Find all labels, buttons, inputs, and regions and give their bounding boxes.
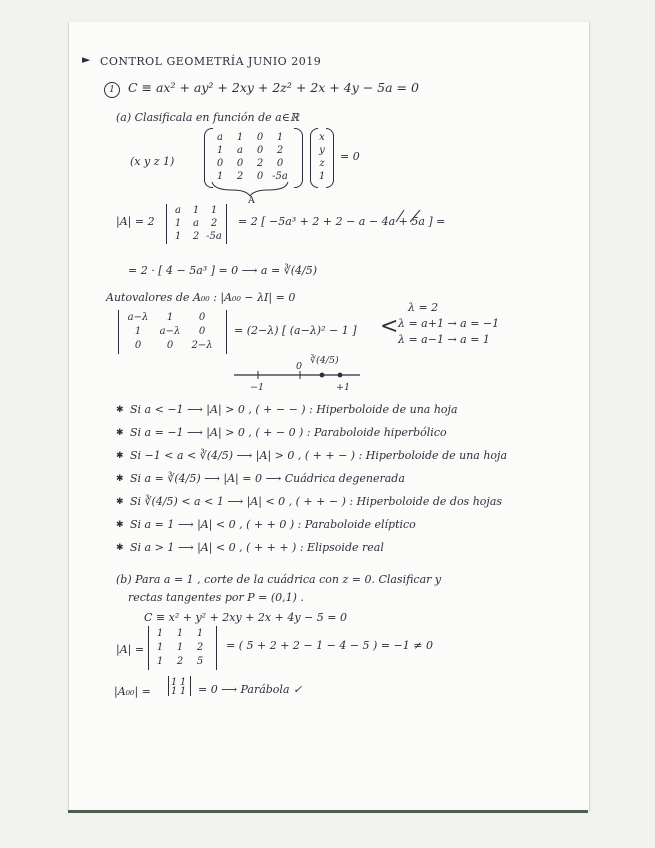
part-a-heading: (a) Clasificala en función de a∈ℝ (116, 111, 300, 124)
a00-right-bar (190, 676, 191, 696)
matrix-entry: 2 (176, 656, 184, 667)
part-b-det-right-bar (216, 626, 217, 670)
matrix-entry: 0 (236, 158, 244, 169)
matrix-entry: 1 (216, 171, 224, 182)
case-line: Si a > 1 ⟶ |A| < 0 , ( + + + ) : Elipsoide real (130, 541, 384, 554)
matrix-entry: 1 (134, 326, 142, 337)
equals-zero: = 0 (340, 150, 360, 163)
matrix-entry: 2 (192, 231, 200, 242)
matrix-entry: 1 (174, 218, 182, 229)
a00-label: |A₀₀| = (114, 685, 151, 698)
matrix-entry: 0 (256, 171, 264, 182)
case-line: Si a = 1 ⟶ |A| < 0 , ( + + 0 ) : Paraboloide elíptico (130, 518, 416, 531)
number-line-cbrt: ∛(4/5) (310, 355, 339, 366)
row-vector: (x y z 1) (130, 155, 175, 168)
matrix-entry: 1 (179, 677, 187, 688)
part-b-heading-line-2: rectas tangentes por P = (0,1) . (128, 591, 304, 604)
matrix-entry: 1 (156, 656, 164, 667)
matrix-entry: 2 (276, 145, 284, 156)
matrix-entry: 1 (318, 171, 326, 182)
matrix-entry: y (319, 145, 325, 156)
matrix-entry: a (217, 132, 223, 143)
matrix-entry: 0 (216, 158, 224, 169)
matrix-entry: 2 (196, 642, 204, 653)
number-line-neg-one: −1 (250, 382, 265, 393)
det-expansion: = 2 [ −5a³ + 2 + 2 − a − 4a + 5a ] = (238, 215, 446, 228)
eigen-heading: Autovalores de A₀₀ : |A₀₀ − λI| = 0 (106, 291, 296, 304)
matrix-entry: 0 (166, 340, 174, 351)
matrix-entry: 1 (166, 312, 174, 323)
matrix-entry: 0 (198, 326, 206, 337)
quadric-equation: C ≡ ax² + ay² + 2xy + 2z² + 2x + 4y − 5a = 0 (128, 80, 419, 95)
matrix-entry: 1 (176, 628, 184, 639)
matrix-entry: x (319, 132, 325, 143)
case-line: Si a = ∛(4/5) ⟶ |A| = 0 ⟶ Cuádrica degenerada (130, 472, 405, 485)
part-b-det-label: |A| = (116, 643, 145, 656)
part-b-equation: C ≡ x² + y² + 2xy + 2x + 4y − 5 = 0 (144, 611, 347, 624)
problem-number: 1 (104, 82, 120, 98)
arrow-bullet-icon: ► (82, 53, 91, 66)
matrix-entry: z (319, 158, 325, 169)
det-result: = 2 · [ 4 − 5a³ ] = 0 ⟶ a = ∛(4/5) (128, 264, 317, 277)
det-label: |A| = 2 (116, 215, 155, 228)
matrix-entry: -5a (206, 231, 222, 242)
matrix-entry: a (237, 145, 243, 156)
matrix-entry: 2 (256, 158, 264, 169)
matrix-entry: 0 (256, 145, 264, 156)
part-b-det-result: = ( 5 + 2 + 2 − 1 − 4 − 5 ) = −1 ≠ 0 (226, 639, 433, 652)
matrix-entry: 2 (210, 218, 218, 229)
matrix-entry: 1 (176, 642, 184, 653)
matrix-entry: 1 (276, 132, 284, 143)
a00-result: = 0 ⟶ Parábola ✓ (198, 683, 303, 696)
matrix-entry: 1 (179, 686, 187, 697)
matrix-entry: 0 (256, 132, 264, 143)
matrix-entry: 5 (196, 656, 204, 667)
matrix-entry: a−λ (127, 312, 149, 323)
matrix-entry: 1 (192, 205, 200, 216)
matrix-entry: a (175, 205, 181, 216)
case-line: Si −1 < a < ∛(4/5) ⟶ |A| > 0 , ( + + − ) : Hiperboloide de una hoja (130, 449, 508, 462)
case-bullet-icon: ✱ (116, 543, 124, 553)
case-bullet-icon: ✱ (116, 474, 124, 484)
matrix-label: A (248, 195, 255, 206)
case-bullet-icon: ✱ (116, 520, 124, 530)
matrix-entry: a−λ (159, 326, 181, 337)
part-b-heading-line-1: (b) Para a = 1 , corte de la cuádrica con z = 0. Clasificar y (116, 573, 442, 586)
matrix-entry: 0 (198, 312, 206, 323)
matrix-entry: 2 (236, 171, 244, 182)
matrix-entry: a (193, 218, 199, 229)
eigenvalue-1: λ = 2 (408, 301, 439, 314)
matrix-entry: 1 (210, 205, 218, 216)
eigenvalue-3: λ = a−1 → a = 1 (398, 333, 490, 346)
case-line: Si a < −1 ⟶ |A| > 0 , ( + − − ) : Hiperboloide de una hoja (130, 403, 458, 416)
matrix-entry: 0 (276, 158, 284, 169)
matrix-entry: 1 (170, 677, 178, 688)
matrix-entry: 2−λ (191, 340, 213, 351)
case-line: Si ∛(4/5) < a < 1 ⟶ |A| < 0 , ( + + − ) : Hiperboloide de dos hojas (130, 495, 503, 508)
number-line-pos-one: +1 (336, 382, 351, 393)
matrix-entry: 1 (216, 145, 224, 156)
matrix-entry: 0 (134, 340, 142, 351)
matrix-entry: 1 (236, 132, 244, 143)
eigenvalue-2: λ = a+1 → a = −1 (398, 317, 500, 330)
brace-symbol: < (380, 314, 399, 339)
page-title: CONTROL GEOMETRÍA JUNIO 2019 (100, 55, 322, 68)
eigen-expansion: = (2−λ) [ (a−λ)² − 1 ] (234, 324, 357, 337)
part-b-det-left-bar (148, 626, 149, 670)
matrix-entry: -5a (272, 171, 288, 182)
matrix-entry: 1 (170, 686, 178, 697)
number-line-zero: 0 (296, 361, 303, 372)
matrix-entry: 1 (156, 642, 164, 653)
case-bullet-icon: ✱ (116, 497, 124, 507)
matrix-entry: 1 (196, 628, 204, 639)
case-bullet-icon: ✱ (116, 451, 124, 461)
case-bullet-icon: ✱ (116, 405, 124, 415)
case-bullet-icon: ✱ (116, 428, 124, 438)
case-line: Si a = −1 ⟶ |A| > 0 , ( + − 0 ) : Paraboloide hiperbólico (130, 426, 447, 439)
matrix-entry: 1 (156, 628, 164, 639)
matrix-entry: 1 (174, 231, 182, 242)
